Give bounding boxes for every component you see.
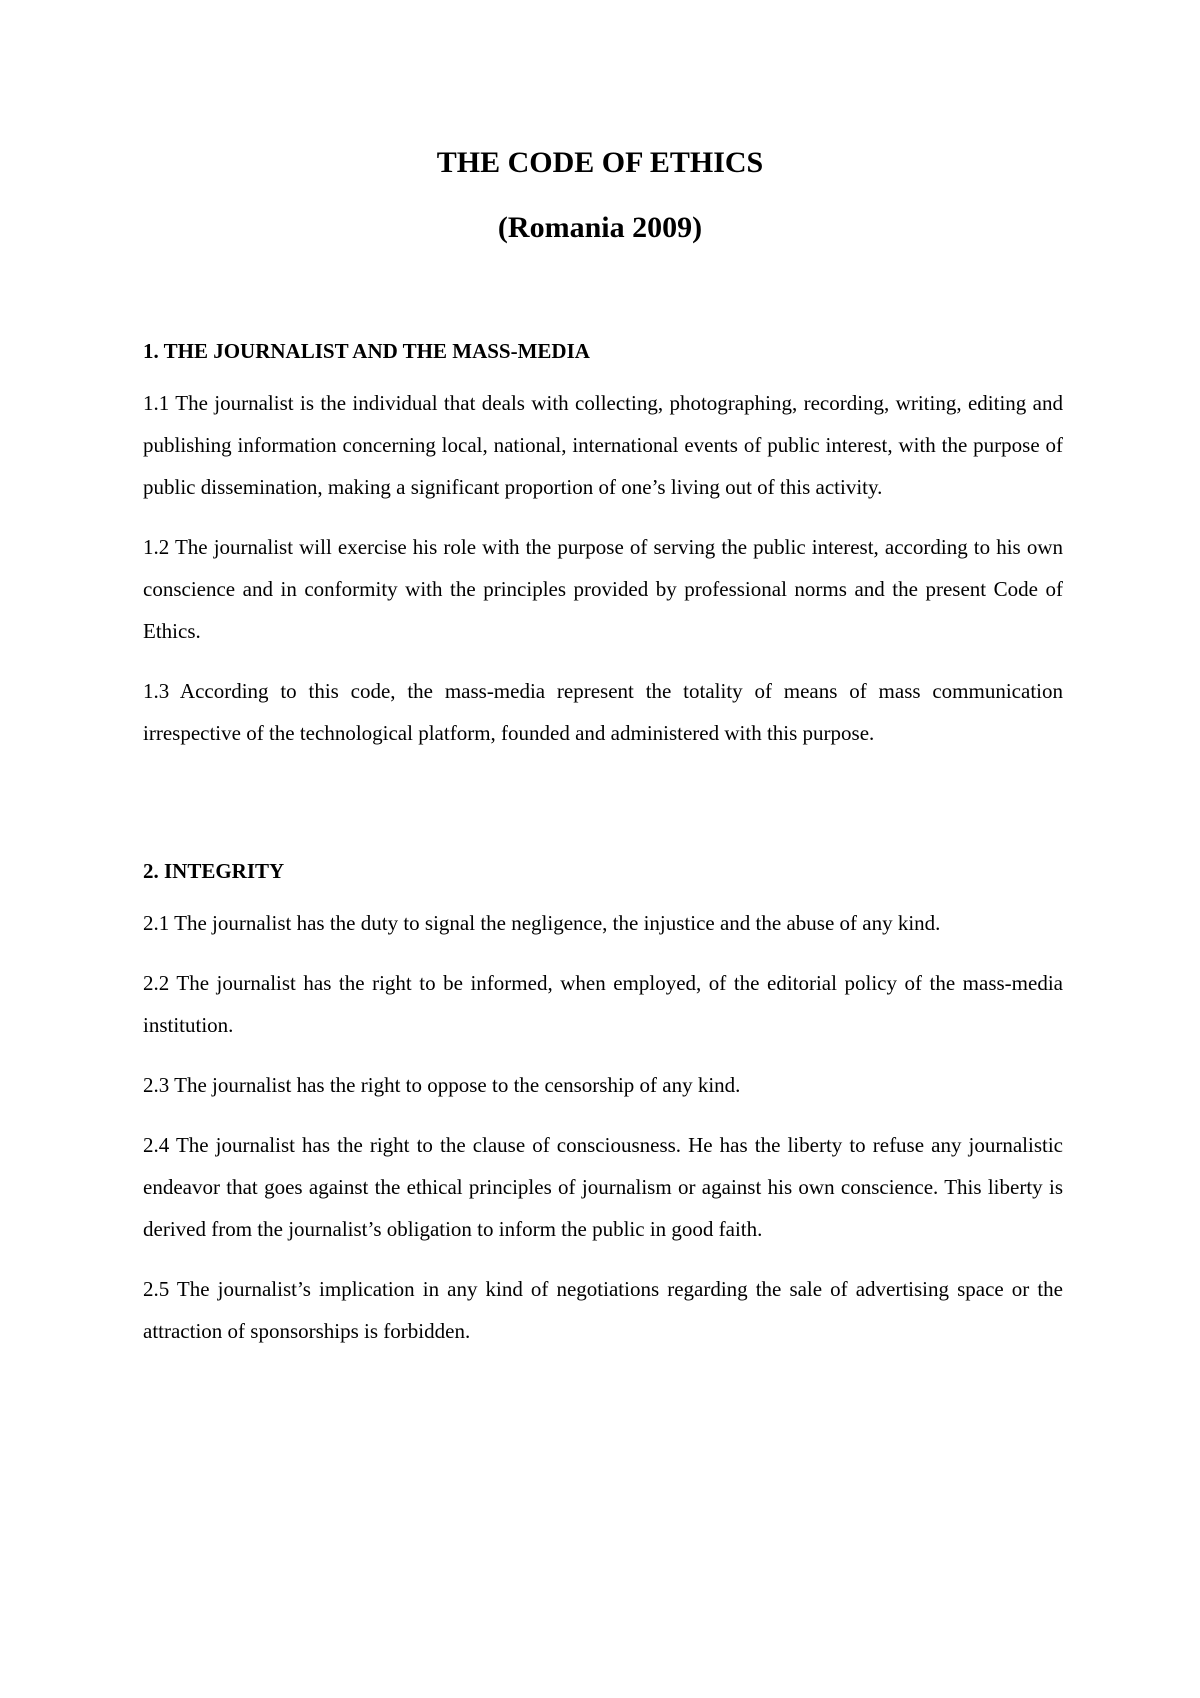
paragraph-1-2: 1.2 The journalist will exercise his role with the purpose of serving the public interest, according to his own conscience and in conformity with the principles provided by professional norms and the present Code of Ethics. [143,535,1063,643]
document-body [143,330,1063,1370]
paragraph-1-3: 1.3 According to this code, the mass-media represent the totality of means of mass communication irrespective of the technological platform, founded and administered with this purpose. [143,679,1063,745]
document-subtitle: (Romania 2009) [497,211,703,244]
section-heading: 1. THE JOURNALIST AND THE MASS-MEDIA [143,339,590,363]
paragraph-2-2: 2.2 The journalist has the right to be informed, when employed, of the editorial policy of the mass-media institution. [143,971,1063,1037]
paragraph-2-1: 2.1 The journalist has the duty to signal the negligence, the injustice and the abuse of any kind. [143,911,941,935]
paragraph-2-4: 2.4 The journalist has the right to the clause of consciousness. He has the liberty to refuse any journalistic endeavor that goes against the ethical principles of journalism or against his own conscience. This liberty is derived from the journalist’s obligation to inform the public in good faith. [143,1133,1063,1241]
paragraph-1-1: 1.1 The journalist is the individual that deals with collecting, photographing, recording, writing, editing and publishing information concerning local, national, international events of public interest, with the purpose of public dissemination, making a significant proportion of one’s living out of this activity. [143,391,1063,499]
section-integrity [143,850,1063,1352]
section-spacer [143,772,1063,850]
paragraph-2-3: 2.3 The journalist has the right to oppose to the censorship of any kind. [143,1073,741,1097]
section-heading: 2. INTEGRITY [143,859,285,883]
paragraph-2-5: 2.5 The journalist’s implication in any kind of negotiations regarding the sale of advertising space or the attraction of sponsorships is forbidden. [143,1277,1063,1343]
document-title: THE CODE OF ETHICS [436,146,764,179]
section-journalist-and-mass-media [143,330,1063,754]
